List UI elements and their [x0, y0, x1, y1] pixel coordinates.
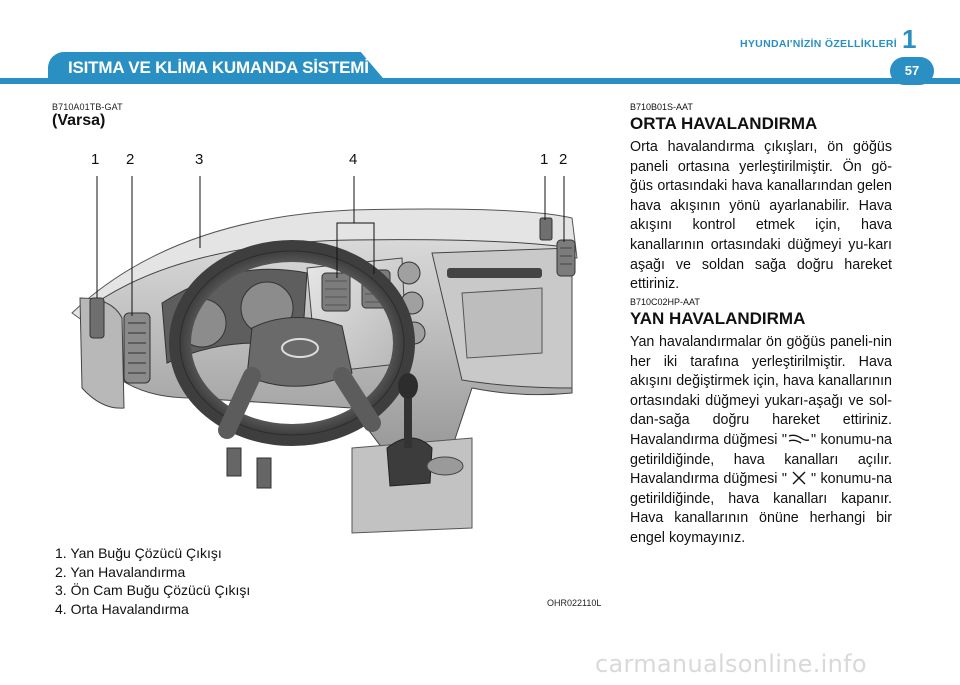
- dashboard-illustration: [52, 148, 612, 538]
- callout-1-left: 1: [91, 151, 100, 168]
- side-vent-body: [630, 333, 892, 549]
- chapter-number: 1: [902, 24, 917, 54]
- figure-reference: OHR022110L: [547, 598, 602, 608]
- dashboard-drawing: [52, 148, 612, 538]
- callout-1-right: 1: [540, 151, 549, 168]
- legend-item: 4. Orta Havalandırma: [55, 600, 189, 617]
- legend-item: 3. Ön Cam Buğu Çözücü Çıkışı: [55, 582, 251, 598]
- left-section-code: B710A01TB-GAT: [52, 102, 123, 112]
- left-section-heading: (Varsa): [52, 112, 106, 129]
- callout-3: 3: [195, 151, 204, 168]
- callout-4: 4: [349, 151, 358, 168]
- legend-item: 2. Yan Havalandırma: [55, 563, 186, 580]
- section-title: ISITMA VE KLİMA KUMANDA SİSTEMİ: [68, 58, 369, 77]
- side-vent-code: B710C02HP-AAT: [630, 297, 700, 307]
- callout-2-right: 2: [559, 151, 568, 168]
- center-vent-body: Orta havalandırma çıkışları, ön göğüs paneli ortasına yerleştirilmiştir. Ön gö-ğüs ortasındaki hava kanallarından gelen hava akışının yönü ayarlanabilir. Hava akışını kontrol etmek için, hava kanallarının ortasındaki düğmeyi yu-karı aşağı ve soldan sağa doğru hareket ettiriniz.: [630, 139, 892, 293]
- side-vent-heading: YAN HAVALANDIRMA: [630, 309, 806, 328]
- watermark: carmanualsonline.info: [595, 650, 867, 678]
- center-vent-code: B710B01S-AAT: [630, 102, 693, 112]
- callout-2-left: 2: [126, 151, 135, 168]
- open-instruction-suffix: " konumu-na getirildiğinde, hava kanalları açılır.: [630, 431, 892, 468]
- airflow-closed-icon: [787, 471, 811, 485]
- side-vent-paragraph: Yan havalandırmalar ön göğüs paneli-nin her iki tarafına yerleştirilmiştir. Hava akışını değiştirmek için, hava kanallarının ortasındaki düğmeyi yukarı-aşağı ve sol-dan-sağa doğru hareket ettiriniz.: [630, 334, 892, 429]
- close-instruction-suffix: " konumu-na getirildiğinde, hava kanalları kapanır. Hava kanallarının önüne herhangi bir engel koymayınız.: [630, 471, 892, 546]
- chapter-label: HYUNDAI'NİZİN ÖZELLİKLERİ: [740, 38, 897, 50]
- center-vent-section: [630, 102, 892, 295]
- figure-legend: [55, 544, 250, 618]
- page-number: 57: [890, 57, 934, 85]
- airflow-open-icon: [787, 432, 811, 446]
- close-instruction-prefix: Havalandırma düğmesi ": [630, 471, 787, 488]
- right-side-vent: [557, 240, 575, 276]
- legend-item: 1. Yan Buğu Çözücü Çıkışı: [55, 545, 222, 561]
- open-instruction-prefix: Havalandırma düğmesi ": [630, 431, 787, 448]
- side-vent-section: [630, 297, 892, 549]
- left-side-defroster-outlet: [90, 298, 104, 338]
- right-side-defroster-outlet: [540, 218, 552, 240]
- center-vent-heading: ORTA HAVALANDIRMA: [630, 114, 818, 133]
